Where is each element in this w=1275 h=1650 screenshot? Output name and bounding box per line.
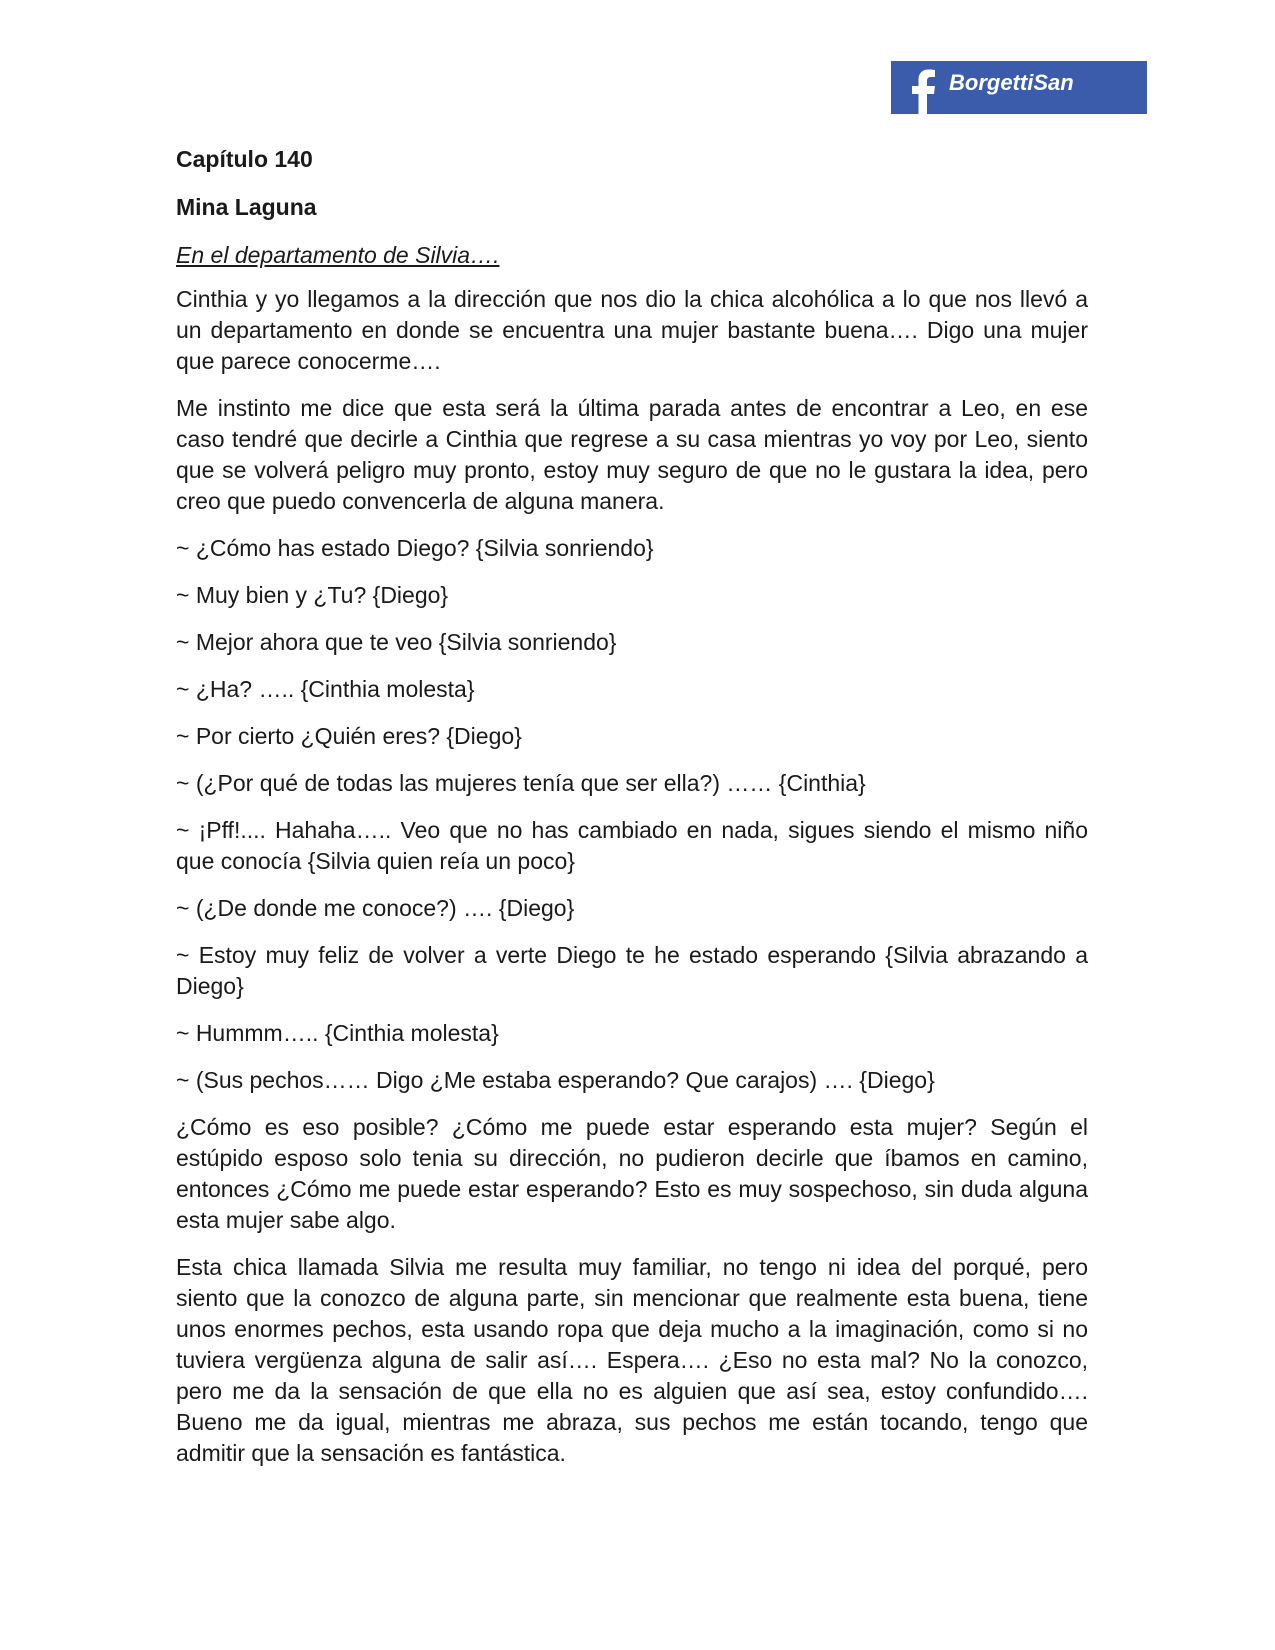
author-name: Mina Laguna <box>176 194 317 220</box>
paragraph: Esta chica llamada Silvia me resulta muy familiar, no tengo ni idea del porqué, pero siento que la conozco de alguna parte, sin mencionar que realmente esta buena, tiene unos enormes pechos, esta usando ropa que deja mucho a la imaginación, como si no tuviera vergüenza alguna de salir así…. Espera…. ¿Eso no esta mal? No la conozco, pero me da la sensación de que ella no es alguien que así sea, estoy confundido…. Bueno me da igual, mientras me abraza, sus pechos me están tocando, tengo que admitir que la sensación es fantástica. <box>176 1254 1088 1466</box>
document-body <box>176 145 1088 1485</box>
dialogue-line: ~ (¿Por qué de todas las mujeres tenía que ser ella?) …… {Cinthia} <box>176 770 866 796</box>
dialogue-line: ~ Mejor ahora que te veo {Silvia sonriendo} <box>176 629 617 655</box>
chapter-title: Capítulo 140 <box>176 146 313 172</box>
dialogue-line: ~ (Sus pechos…… Digo ¿Me estaba esperando? Que carajos) …. {Diego} <box>176 1067 935 1093</box>
paragraph: Me instinto me dice que esta será la última parada antes de encontrar a Leo, en ese caso tendré que decirle a Cinthia que regrese a su casa mientras yo voy por Leo, siento que se volverá peligro muy pronto, estoy muy seguro de que no le gustara la idea, pero creo que puedo convencerla de alguna manera. <box>176 395 1088 514</box>
dialogue-line: ~ ¡Pff!.... Hahaha….. Veo que no has cambiado en nada, sigues siendo el mismo niño que conocía {Silvia quien reía un poco} <box>176 817 1088 874</box>
dialogue-line: ~ Estoy muy feliz de volver a verte Diego te he estado esperando {Silvia abrazando a Diego} <box>176 942 1088 999</box>
dialogue-line: ~ ¿Cómo has estado Diego? {Silvia sonriendo} <box>176 535 654 561</box>
dialogue-line: ~ Por cierto ¿Quién eres? {Diego} <box>176 723 522 749</box>
facebook-f-icon <box>903 61 941 114</box>
scene-setting: En el departamento de Silvia…. <box>176 242 500 268</box>
badge-name: BorgettiSan <box>949 70 1074 95</box>
dialogue-line: ~ Hummm….. {Cinthia molesta} <box>176 1020 499 1046</box>
paragraph: ¿Cómo es eso posible? ¿Cómo me puede estar esperando esta mujer? Según el estúpido esposo solo tenia su dirección, no pudieron decirle que íbamos en camino, entonces ¿Cómo me puede estar esperando? Esto es muy sospechoso, sin duda alguna esta mujer sabe algo. <box>176 1114 1088 1233</box>
dialogue-line: ~ ¿Ha? ….. {Cinthia molesta} <box>176 676 475 702</box>
facebook-badge <box>891 61 1147 114</box>
dialogue-line: ~ (¿De donde me conoce?) …. {Diego} <box>176 895 575 921</box>
paragraph: Cinthia y yo llegamos a la dirección que nos dio la chica alcohólica a lo que nos llevó a un departamento en donde se encuentra una mujer bastante buena…. Digo una mujer que parece conocerme…. <box>176 286 1088 374</box>
dialogue-line: ~ Muy bien y ¿Tu? {Diego} <box>176 582 449 608</box>
